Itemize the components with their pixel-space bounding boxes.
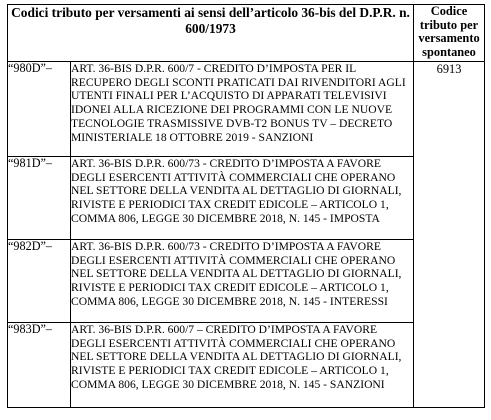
tax-code-cell: “980D”–	[8, 62, 71, 157]
tax-codes-table	[7, 4, 485, 408]
tax-code-cell: “981D”–	[8, 157, 71, 240]
table-row	[8, 323, 485, 408]
tax-description-cell: ART. 36-BIS D.P.R. 600/7 - CREDITO D’IMPOSTA PER IL RECUPERO DEGLI SCONTI PRATICATI DAI RIVENDITORI AGLI UTENTI FINALI PER L’ACQUISTO DI APPARATI TELEVISIVI IDONEI ALLA RICEZIONE DEI PROGRAMMI CON LE NUOVE TECNOLOGIE TRASMISSIVE DVB-T2 BONUS TV – DECRETO MINISTERIALE 18 OTTOBRE 2019 - SANZIONI	[71, 62, 414, 157]
header-side-title: Codice tributo per versamento spontaneo	[414, 5, 485, 62]
table-row	[8, 62, 485, 157]
table-row	[8, 240, 485, 323]
header-main-title: Codici tributo per versamenti ai sensi dell’articolo 36-bis del D.P.R. n. 600/1973	[8, 5, 414, 62]
tax-description-cell: ART. 36-BIS D.P.R. 600/73 - CREDITO D’IMPOSTA A FAVORE DEGLI ESERCENTI ATTIVITÀ COMMERCIALI CHE OPERANO NEL SETTORE DELLA VENDITA AL DETTAGLIO DI GIORNALI, RIVISTE E PERIODICI TAX CREDIT EDICOLE – ARTICOLO 1, COMMA 806, LEGGE 30 DICEMBRE 2018, N. 145 - INTERESSI	[71, 240, 414, 323]
table-row	[8, 157, 485, 240]
tax-description-cell: ART. 36-BIS D.P.R. 600/73 - CREDITO D’IMPOSTA A FAVORE DEGLI ESERCENTI ATTIVITÀ COMMERCIALI CHE OPERANO NEL SETTORE DELLA VENDITA AL DETTAGLIO DI GIORNALI, RIVISTE E PERIODICI TAX CREDIT EDICOLE – ARTICOLO 1, COMMA 806, LEGGE 30 DICEMBRE 2018, N. 145 - IMPOSTA	[71, 157, 414, 240]
tax-description-cell: ART. 36-BIS D.P.R. 600/7 – CREDITO D’IMPOSTA A FAVORE DEGLI ESERCENTI ATTIVITÀ COMMERCIALI CHE OPERANO NEL SETTORE DELLA VENDITA AL DETTAGLIO DI GIORNALI, RIVISTE E PERIODICI TAX CREDIT EDICOLE – ARTICOLO 1, COMMA 806, LEGGE 30 DICEMBRE 2018, N. 145 - SANZIONI	[71, 323, 414, 408]
tax-code-cell: “982D”–	[8, 240, 71, 323]
table-header-row	[8, 5, 485, 62]
tax-code-cell: “983D”–	[8, 323, 71, 408]
spontaneous-code-cell: 6913	[414, 62, 485, 408]
